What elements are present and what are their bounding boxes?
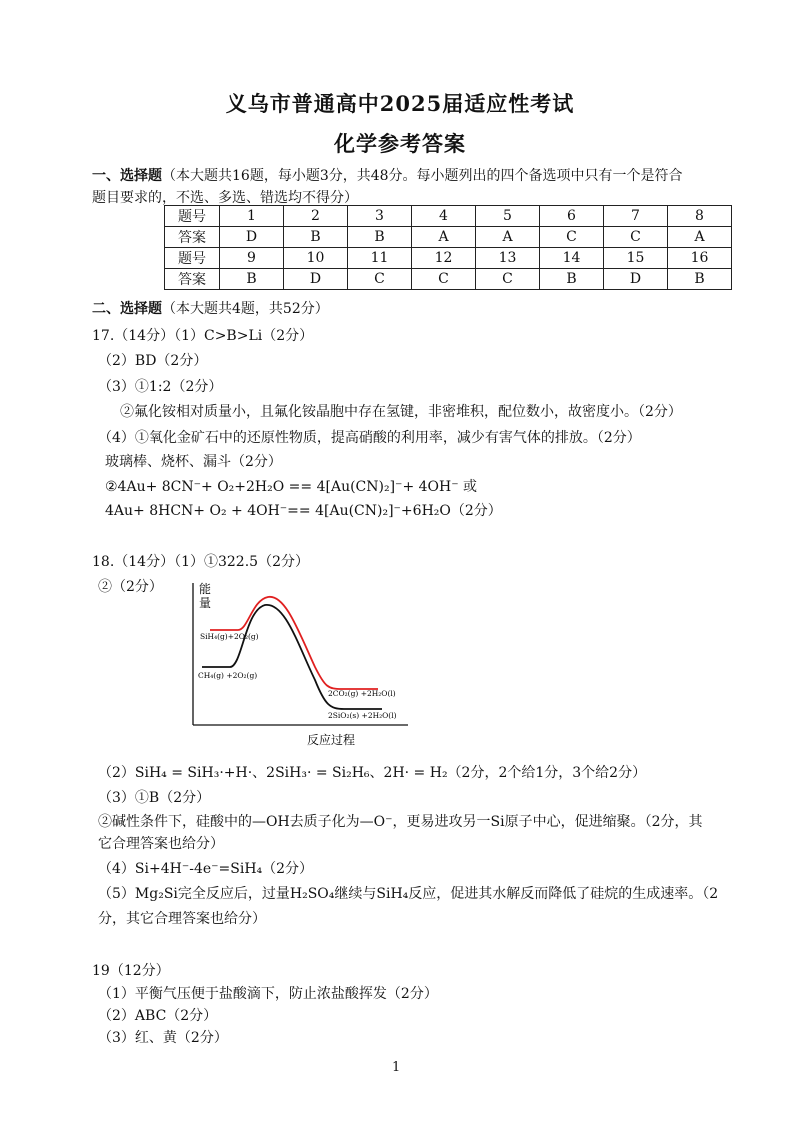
table-row [165,248,732,269]
table-row [165,269,732,290]
table-cell: 10 [284,248,348,269]
page-subtitle: 化学参考答案 [334,131,466,156]
table-cell: 7 [604,206,668,227]
q17-line-3: （3）①1:2（2分） [98,379,223,395]
page-title: 义乌市普通高中2025届适应性考试 [225,91,575,116]
table-cell: C [476,269,540,290]
x-axis-label: 反应过程 [307,733,356,747]
table-cell: C [348,269,412,290]
section2-heading-prefix: 二、选择题 [92,301,162,317]
label-co2: 2CO₂(g) +2H₂O(l) [328,689,396,698]
table-cell: B [668,269,732,290]
table-cell: A [476,227,540,248]
table-cell: 1 [220,206,284,227]
q17-line-6: 玻璃棒、烧杯、漏斗（2分） [105,454,282,470]
q19-line-1: 19（12分） [92,963,170,979]
table-cell: 4 [412,206,476,227]
ylabel-char-1: 能 [199,582,212,596]
table-cell: D [604,269,668,290]
section1-heading-prefix: 一、选择题 [92,168,162,184]
q18-line-3: （2）SiH₄ = SiH₃·+H·、2SiH₃· = Si₂H₆、2H· = H₂（2分，2个给1分，3个给2分） [98,765,647,781]
answer-table [164,205,732,290]
section1-heading-note-2: 题目要求的，不选、多选、错选均不得分） [92,190,358,206]
table-cell: 5 [476,206,540,227]
q18-line-4: （3）①B（2分） [98,790,211,806]
q17-line-2: （2）BD（2分） [98,353,208,369]
table-cell: A [412,227,476,248]
table-cell: 13 [476,248,540,269]
table-cell: D [284,269,348,290]
q17-line-5: （4）①氧化金矿石中的还原性物质，提高硝酸的利用率，减少有害气体的排放。（2分） [98,430,641,446]
table-cell: 8 [668,206,732,227]
row-label: 题号 [165,248,220,269]
section2-heading [92,298,329,318]
section1-heading [92,165,683,185]
q18-line-6: 它合理答案也给分） [98,836,224,852]
label-sih4: SiH₄(g)+2O₂(g) [200,632,259,641]
q19-line-2: （1）平衡气压便于盐酸滴下，防止浓盐酸挥发（2分） [98,986,438,1002]
row-label: 答案 [165,269,220,290]
q18-line-1: 18.（14分）（1）①322.5（2分） [92,554,309,570]
table-cell: B [540,269,604,290]
q17-line-4: ②氟化铵相对质量小，且氟化铵晶胞中存在氢键，非密堆积，配位数小，故密度小。（2分） [120,404,682,420]
q18-line-7: （4）Si+4H⁻-4e⁻=SiH₄（2分） [98,861,314,877]
row-label: 答案 [165,227,220,248]
table-cell: 16 [668,248,732,269]
row-label: 题号 [165,206,220,227]
q19-line-4: （3）红、黄（2分） [98,1030,228,1046]
q17-line-8: 4Au+ 8HCN+ O₂ + 4OH⁻== 4[Au(CN)₂]⁻+6H₂O（2分） [105,503,502,519]
q18-line-2: ②（2分） [98,579,163,595]
table-cell: B [220,269,284,290]
table-cell: 6 [540,206,604,227]
table-row [165,227,732,248]
q18-line-8: （5）Mg₂Si完全反应后，过量H₂SO₄继续与SiH₄反应，促进其水解反而降低了硅烷的生成速率。（2 [98,886,719,902]
ylabel-char-2: 量 [199,596,212,610]
table-cell: 15 [604,248,668,269]
table-cell: 14 [540,248,604,269]
page-number: 1 [392,1060,401,1075]
table-cell: 11 [348,248,412,269]
table-cell: 2 [284,206,348,227]
table-cell: C [412,269,476,290]
table-cell: C [540,227,604,248]
q18-line-5: ②碱性条件下，硅酸中的—OH去质子化为—O⁻，更易进攻另一Si原子中心，促进缩聚。（2分，其 [98,814,703,830]
section2-heading-note: （本大题共4题，共52分） [162,301,329,317]
table-cell: D [220,227,284,248]
energy-diagram [190,575,420,750]
table-cell: 12 [412,248,476,269]
table-cell: C [604,227,668,248]
table-cell: B [284,227,348,248]
label-sio2: 2SiO₂(s) +2H₂O(l) [328,711,397,720]
section1-heading-note-1: （本大题共16题，每小题3分，共48分。每小题列出的四个备选项中只有一个是符合 [162,168,683,184]
q17-line-7: ②4Au+ 8CN⁻+ O₂+2H₂O == 4[Au(CN)₂]⁻+ 4OH⁻ 或 [105,479,478,495]
table-row [165,206,732,227]
q19-line-3: （2）ABC（2分） [98,1008,218,1024]
q18-line-9: 分，其它合理答案也给分） [98,911,266,927]
table-cell: B [348,227,412,248]
table-cell: 9 [220,248,284,269]
q17-line-1: 17.（14分）（1）C>B>Li（2分） [92,328,314,344]
table-cell: A [668,227,732,248]
label-ch4: CH₄(g) +2O₂(g) [198,671,258,680]
table-cell: 3 [348,206,412,227]
